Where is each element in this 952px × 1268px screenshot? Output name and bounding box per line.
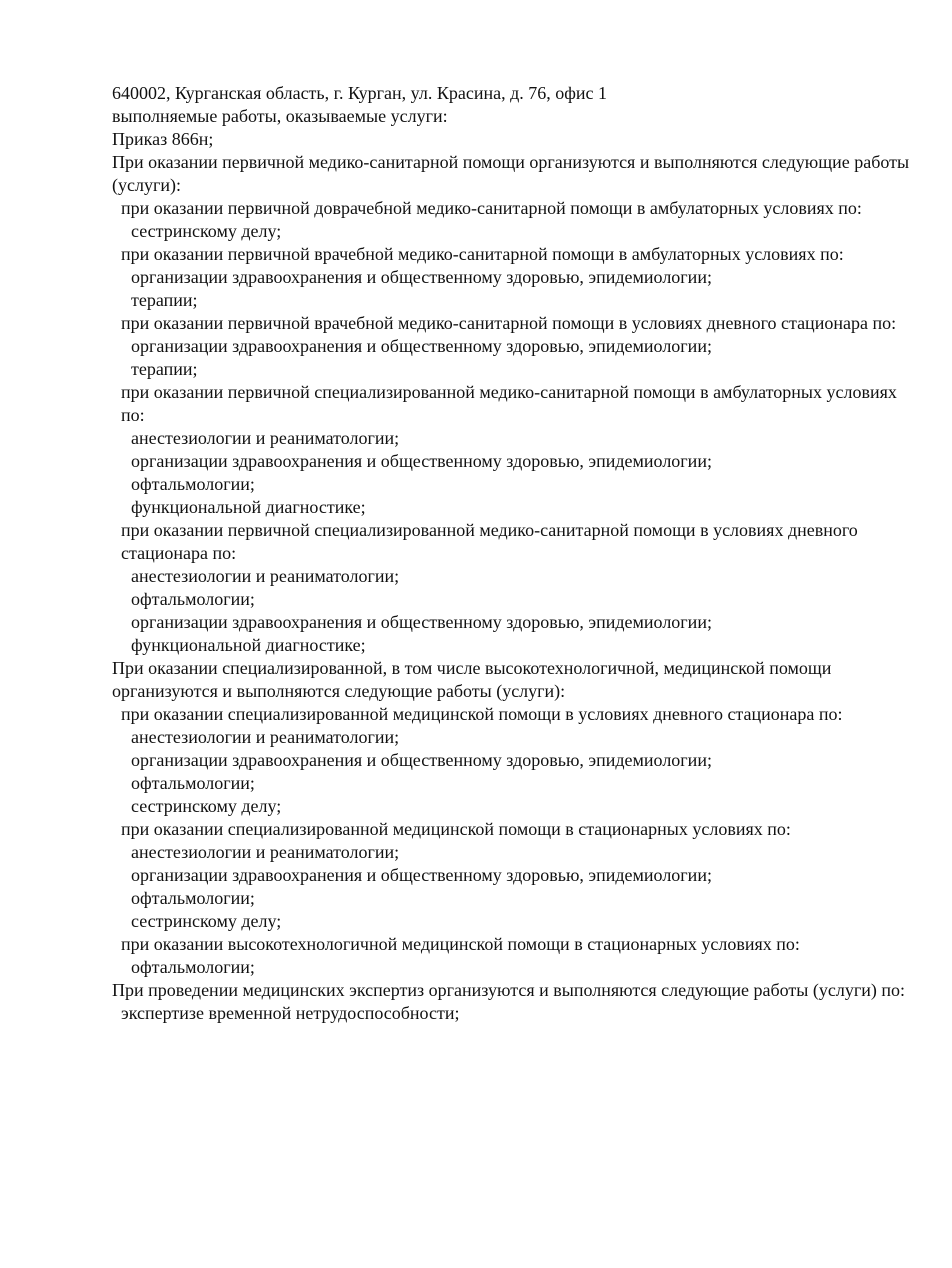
section-heading: При проведении медицинских экспертиз организуются и выполняются следующие работы (услуги) по: bbox=[112, 980, 905, 1000]
service-item: терапии; bbox=[131, 359, 198, 379]
services-heading: выполняемые работы, оказываемые услуги: bbox=[112, 106, 448, 126]
subsection-heading: при оказании первичной специализированной медико-санитарной помощи в условиях дневного стационара по: bbox=[121, 520, 858, 563]
service-item: организации здравоохранения и общественному здоровью, эпидемиологии; bbox=[131, 750, 712, 770]
document-body bbox=[112, 82, 912, 1025]
service-item: организации здравоохранения и общественному здоровью, эпидемиологии; bbox=[131, 865, 712, 885]
service-item: организации здравоохранения и общественному здоровью, эпидемиологии; bbox=[131, 336, 712, 356]
service-item: сестринскому делу; bbox=[131, 221, 282, 241]
section-heading: При оказании первичной медико-санитарной помощи организуются и выполняются следующие работы (услуги): bbox=[112, 152, 910, 195]
subsection-heading: при оказании первичной специализированной медико-санитарной помощи в амбулаторных условиях по: bbox=[121, 382, 897, 425]
service-item: офтальмологии; bbox=[131, 589, 255, 609]
service-item: офтальмологии; bbox=[131, 773, 255, 793]
service-item: анестезиологии и реаниматологии; bbox=[131, 842, 400, 862]
service-item: функциональной диагностике; bbox=[131, 497, 366, 517]
service-item: функциональной диагностике; bbox=[131, 635, 366, 655]
subsection-heading: при оказании первичной доврачебной медико-санитарной помощи в амбулаторных условиях по: bbox=[121, 198, 862, 218]
subsection-heading: при оказании первичной врачебной медико-санитарной помощи в условиях дневного стационара по: bbox=[121, 313, 897, 333]
service-item: анестезиологии и реаниматологии; bbox=[131, 428, 400, 448]
service-item: организации здравоохранения и общественному здоровью, эпидемиологии; bbox=[131, 451, 712, 471]
service-item: терапии; bbox=[131, 290, 198, 310]
service-item: офтальмологии; bbox=[131, 957, 255, 977]
service-item: офтальмологии; bbox=[131, 474, 255, 494]
service-item: анестезиологии и реаниматологии; bbox=[131, 566, 400, 586]
service-item: экспертизе временной нетрудоспособности; bbox=[121, 1003, 460, 1023]
service-item: сестринскому делу; bbox=[131, 796, 282, 816]
service-item: организации здравоохранения и общественному здоровью, эпидемиологии; bbox=[131, 612, 712, 632]
subsection-heading: при оказании специализированной медицинской помощи в стационарных условиях по: bbox=[121, 819, 791, 839]
service-item: организации здравоохранения и общественному здоровью, эпидемиологии; bbox=[131, 267, 712, 287]
service-item: сестринскому делу; bbox=[131, 911, 282, 931]
section-heading: При оказании специализированной, в том числе высокотехнологичной, медицинской помощи организуются и выполняются следующие работы (услуги): bbox=[112, 658, 832, 701]
order-line: Приказ 866н; bbox=[112, 129, 214, 149]
subsection-heading: при оказании первичной врачебной медико-санитарной помощи в амбулаторных условиях по: bbox=[121, 244, 844, 264]
service-item: офтальмологии; bbox=[131, 888, 255, 908]
service-item: анестезиологии и реаниматологии; bbox=[131, 727, 400, 747]
subsection-heading: при оказании специализированной медицинской помощи в условиях дневного стационара по: bbox=[121, 704, 843, 724]
subsection-heading: при оказании высокотехнологичной медицинской помощи в стационарных условиях по: bbox=[121, 934, 800, 954]
address-line: 640002, Курганская область, г. Курган, ул. Красина, д. 76, офис 1 bbox=[112, 83, 608, 103]
